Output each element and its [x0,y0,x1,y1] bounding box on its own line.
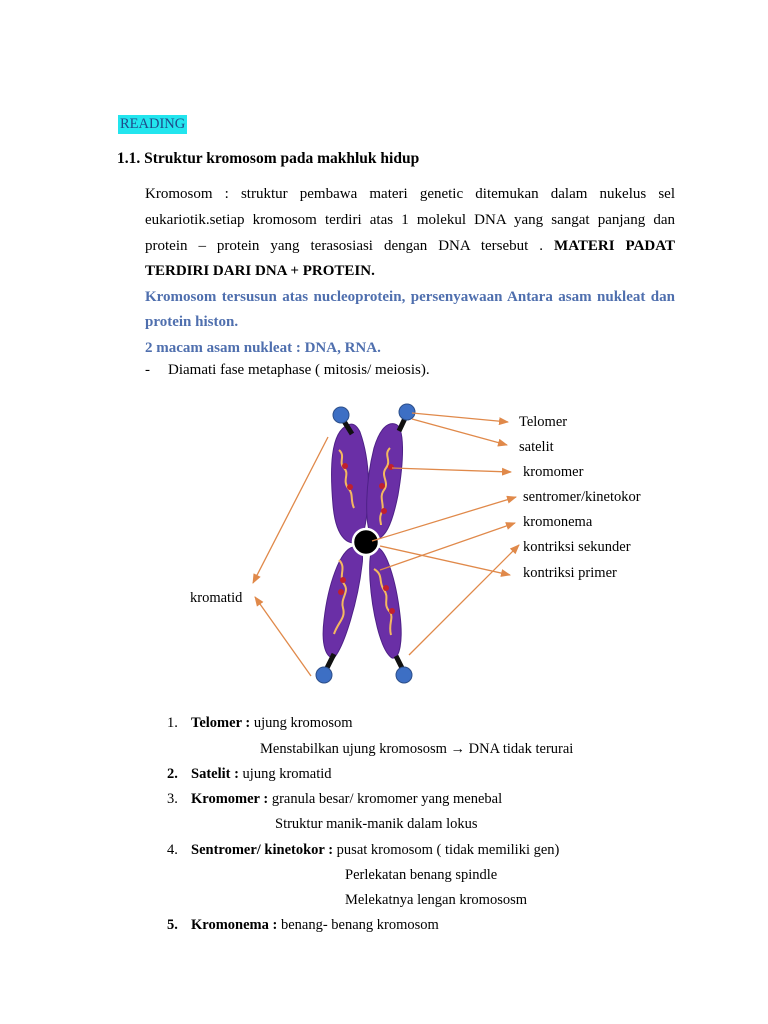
list-number-3: 3. [167,791,178,807]
label-kontriksi-sekunder: kontriksi sekunder [523,539,631,555]
arrow-kromatid-lower [255,597,311,676]
term-sentromer: Sentromer/ kinetokor : [191,842,334,858]
centromere-icon [353,529,379,555]
label-telomer: Telomer [519,414,568,430]
note-nucleoprotein-line-1: Kromosom tersusun atas nucleoprotein, persenyawaan Antara asam nukleat dan [145,289,675,305]
paragraph-line-1: Kromosom : struktur pembawa materi genetic ditemukan dalam nukelus sel [145,186,675,202]
label-sentromer: sentromer/kinetokor [523,489,641,505]
label-kromonema: kromonema [523,514,593,530]
arrow-kromomer [392,468,511,472]
list-number-4: 4. [167,842,178,858]
section-title: Struktur kromosom pada makhluk hidup [144,150,420,167]
telomere-top-right [399,404,415,431]
paragraph-line-2: eukariotik.setiap kromosom terdiri atas 1 molekul DNA yang sangat panjang dan [145,212,675,228]
arrow-kontriksi-sekunder [409,545,519,655]
arrow-kontriksi-primer [380,546,510,575]
arrow-kromatid-upper [253,437,328,583]
list-item-sentromer [191,842,559,859]
desc-sentromer-extra-1: Perlekatan benang spindle [345,867,498,883]
reading-tag: READING [120,116,186,132]
paragraph-line-3-bold: MATERI PADAT [554,238,675,254]
desc-kromonema: benang- benang kromosom [277,917,439,933]
desc-kromomer: granula besar/ kromomer yang menebal [268,791,503,807]
list-number-5: 5. [167,917,178,933]
label-kromomer: kromomer [523,464,584,480]
note-nucleic-acids: 2 macam asam nukleat : DNA, RNA. [145,340,381,356]
note-nucleoprotein-line-2: protein histon. [145,314,239,330]
desc-telomer: ujung kromosom [250,715,353,731]
label-kromatid: kromatid [190,590,243,606]
label-kontriksi-primer: kontriksi primer [523,565,617,581]
arrow-telomer [412,413,508,422]
list-item-kromonema [191,917,439,934]
chromatid-upper-right [367,424,403,540]
list-number-1: 1. [167,715,178,731]
list-item-kromomer [191,791,502,808]
arrow-satelit [412,419,507,445]
desc-kromomer-extra: Struktur manik-manik dalam lokus [275,816,478,832]
paragraph-line-4-bold: TERDIRI DARI DNA + PROTEIN. [145,263,375,279]
chromatid-lower-left [323,547,362,658]
label-satelit: satelit [519,439,554,455]
chromomere-icon [342,463,348,469]
paragraph-line-3-text: protein – protein yang terasosiasi dengan DNA tersebut . [145,238,555,254]
desc-satelit: ujung kromatid [238,766,332,782]
chromatid-upper-left [332,424,369,543]
term-kromonema: Kromonema : [191,917,278,933]
term-kromomer: Kromomer : [191,791,269,807]
desc-telomer-extra: Menstabilkan ujung kromososm → DNA tidak terurai [260,741,574,757]
bullet-text: Diamati fase metaphase ( mitosis/ meiosis). [168,362,430,378]
telomere-bottom-right [396,656,412,683]
list-number-2: 2. [167,766,178,782]
bullet-marker: - [145,362,150,378]
list-item-satelit [191,766,332,783]
arrow-kromonema [380,523,515,570]
term-satelit: Satelit : [191,766,239,782]
desc-sentromer: pusat kromosom ( tidak memiliki gen) [333,842,560,858]
telomere-bottom-left [316,654,334,683]
desc-sentromer-extra-2: Melekatnya lengan kromososm [345,892,528,908]
section-number: 1.1. [117,150,141,167]
list-item-telomer [191,715,353,732]
term-telomer: Telomer : [191,715,251,731]
